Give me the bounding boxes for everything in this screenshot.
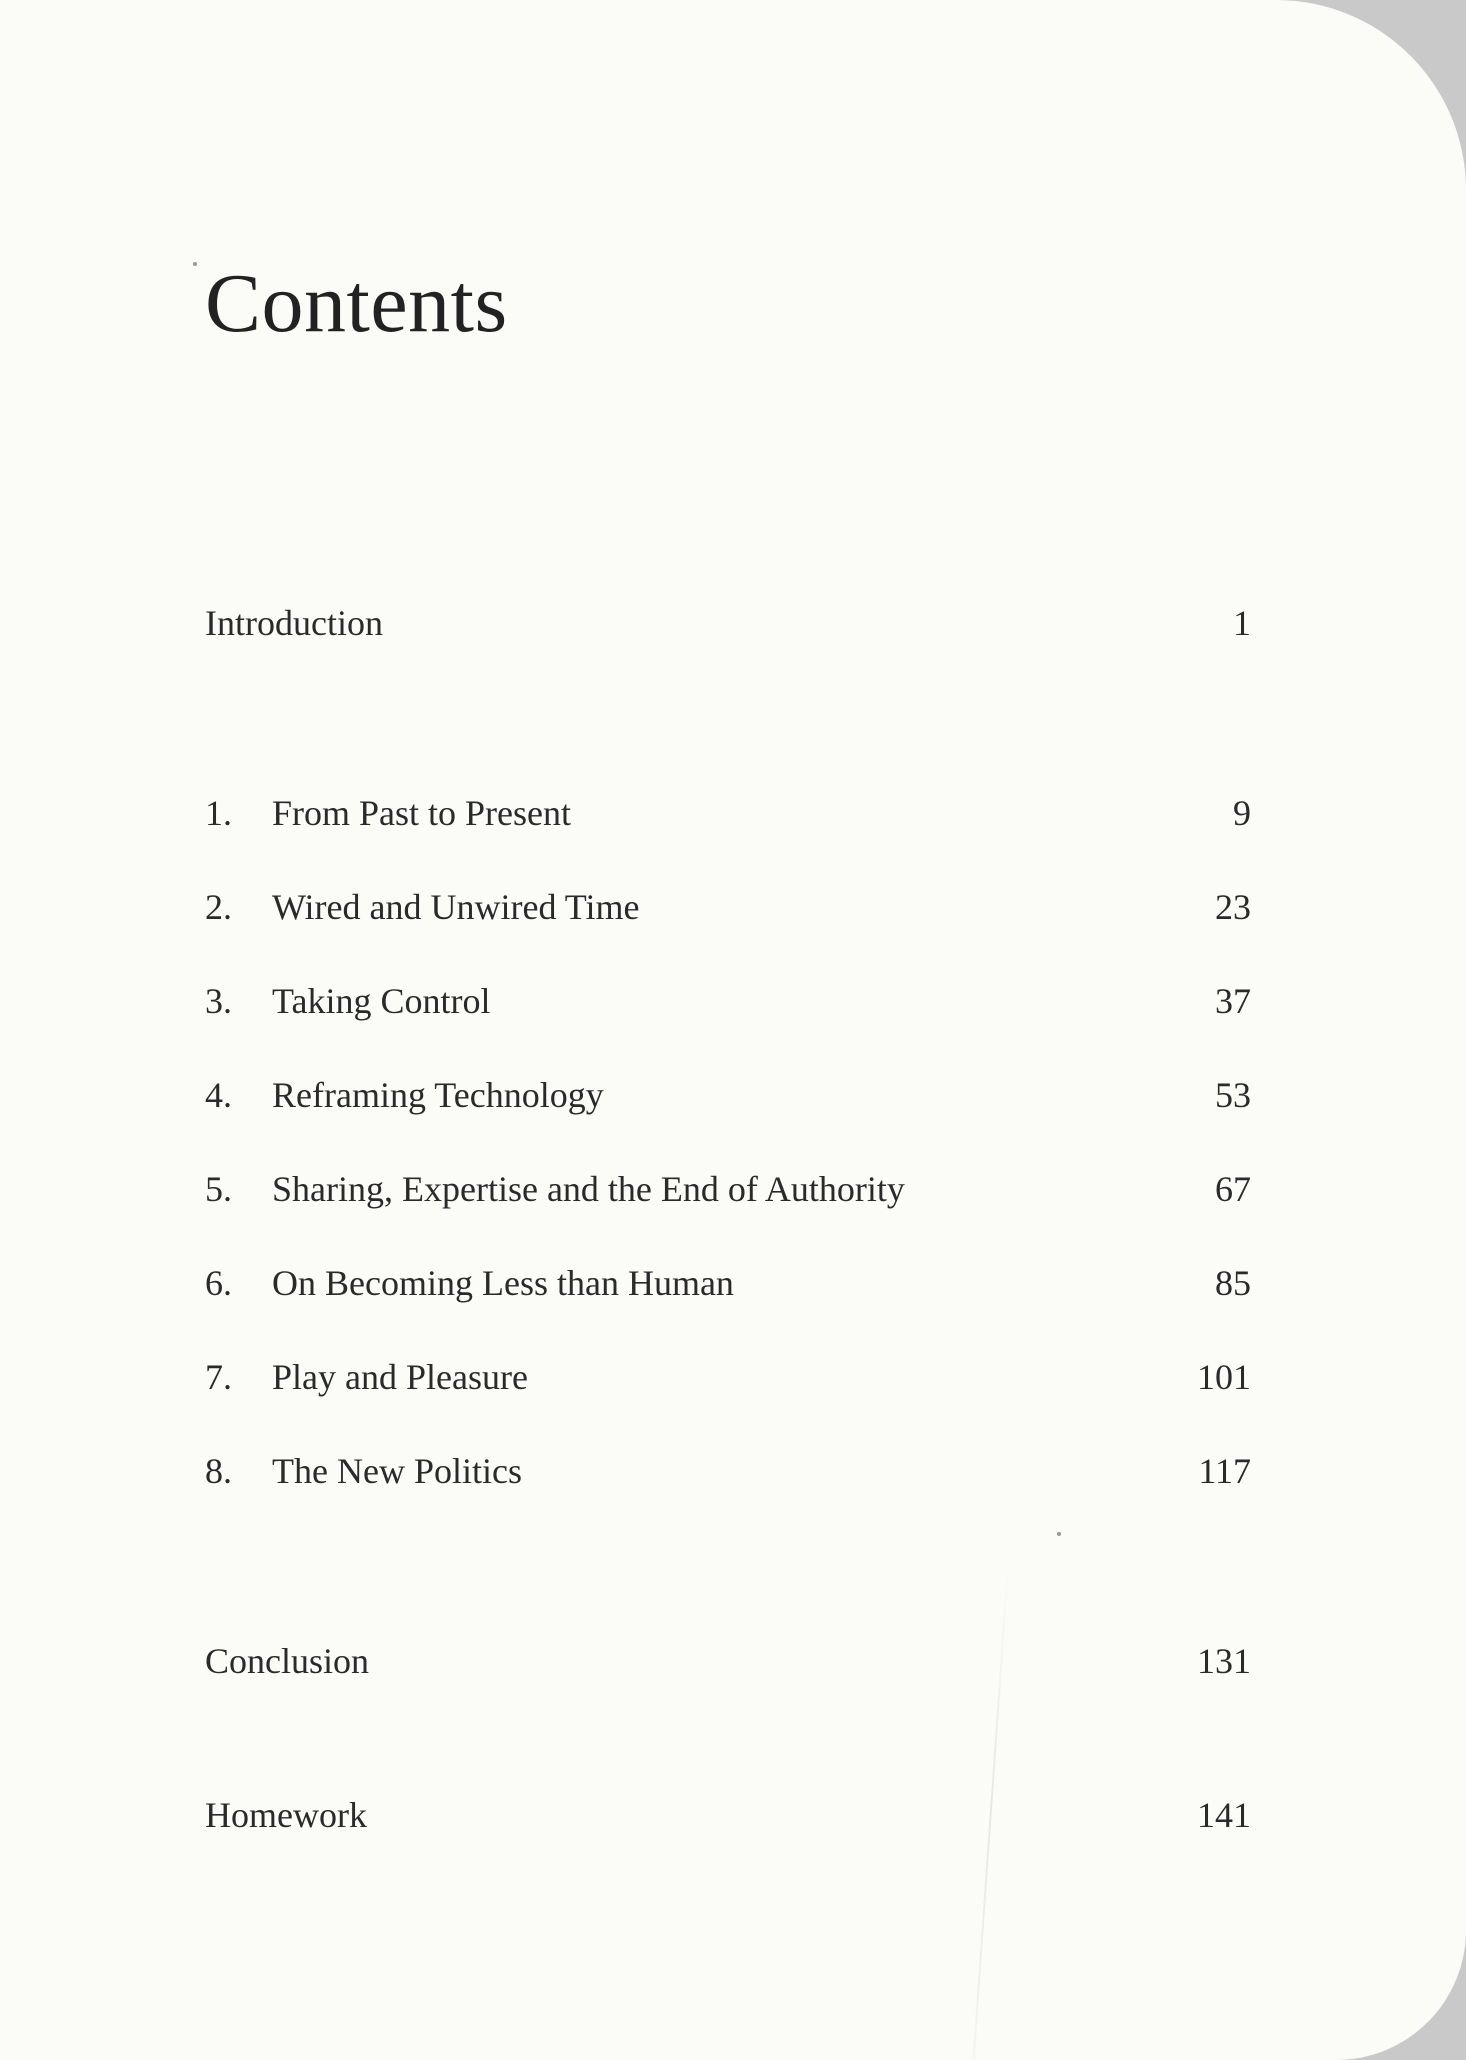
toc-entry-page-number: 1 <box>1233 603 1251 643</box>
toc-entry-page-number: 37 <box>1215 981 1251 1021</box>
toc-entry-label: Introduction <box>205 603 383 643</box>
toc-entry-label: Reframing Technology <box>272 1075 604 1115</box>
chapter-number: 4. <box>205 1075 232 1115</box>
toc-entry-chapter-7 <box>205 1352 1251 1402</box>
toc-entry-label: The New Politics <box>272 1451 522 1491</box>
paper-speck <box>193 262 197 266</box>
toc-entry-label: Taking Control <box>272 981 491 1021</box>
toc-entry-chapter-4 <box>205 1070 1251 1120</box>
toc-entry-label: Wired and Unwired Time <box>272 887 640 927</box>
toc-entry-page-number: 53 <box>1215 1075 1251 1115</box>
toc-entry-label: Homework <box>205 1795 367 1835</box>
toc-entry-page-number: 23 <box>1215 887 1251 927</box>
toc-entry-label: On Becoming Less than Human <box>272 1263 734 1303</box>
toc-entry-page-number: 131 <box>1197 1641 1251 1681</box>
chapter-number: 1. <box>205 793 232 833</box>
page-title: Contents <box>205 257 508 350</box>
toc-entry-chapter-5 <box>205 1164 1251 1214</box>
toc-entry-chapter-3 <box>205 976 1251 1026</box>
chapter-number: 8. <box>205 1451 232 1491</box>
chapter-number: 3. <box>205 981 232 1021</box>
toc-entry-label: Sharing, Expertise and the End of Authority <box>272 1169 905 1209</box>
toc-entry-page-number: 117 <box>1198 1451 1251 1491</box>
toc-entry-page-number: 9 <box>1233 793 1251 833</box>
toc-entry-page-number: 101 <box>1197 1357 1251 1397</box>
chapter-number: 2. <box>205 887 232 927</box>
toc-entry-page-number: 85 <box>1215 1263 1251 1303</box>
toc-entry-label: Play and Pleasure <box>272 1357 528 1397</box>
toc-entry-label: Conclusion <box>205 1641 370 1681</box>
toc-entry-chapter-8 <box>205 1446 1251 1496</box>
toc-entry-page-number: 67 <box>1215 1169 1251 1209</box>
paper-speck <box>1057 1532 1061 1536</box>
chapter-number: 7. <box>205 1357 232 1397</box>
toc-entry-chapter-6 <box>205 1258 1251 1308</box>
toc-entry-homework <box>205 1790 1251 1840</box>
chapter-number: 5. <box>205 1169 232 1209</box>
toc-entry-label: From Past to Present <box>272 793 572 833</box>
toc-entry-introduction <box>205 598 1251 648</box>
toc-entry-page-number: 141 <box>1197 1795 1251 1835</box>
toc-entry-chapter-1 <box>205 788 1251 838</box>
toc-entry-conclusion <box>205 1636 1251 1686</box>
toc-entry-chapter-2 <box>205 882 1251 932</box>
chapter-number: 6. <box>205 1263 232 1303</box>
